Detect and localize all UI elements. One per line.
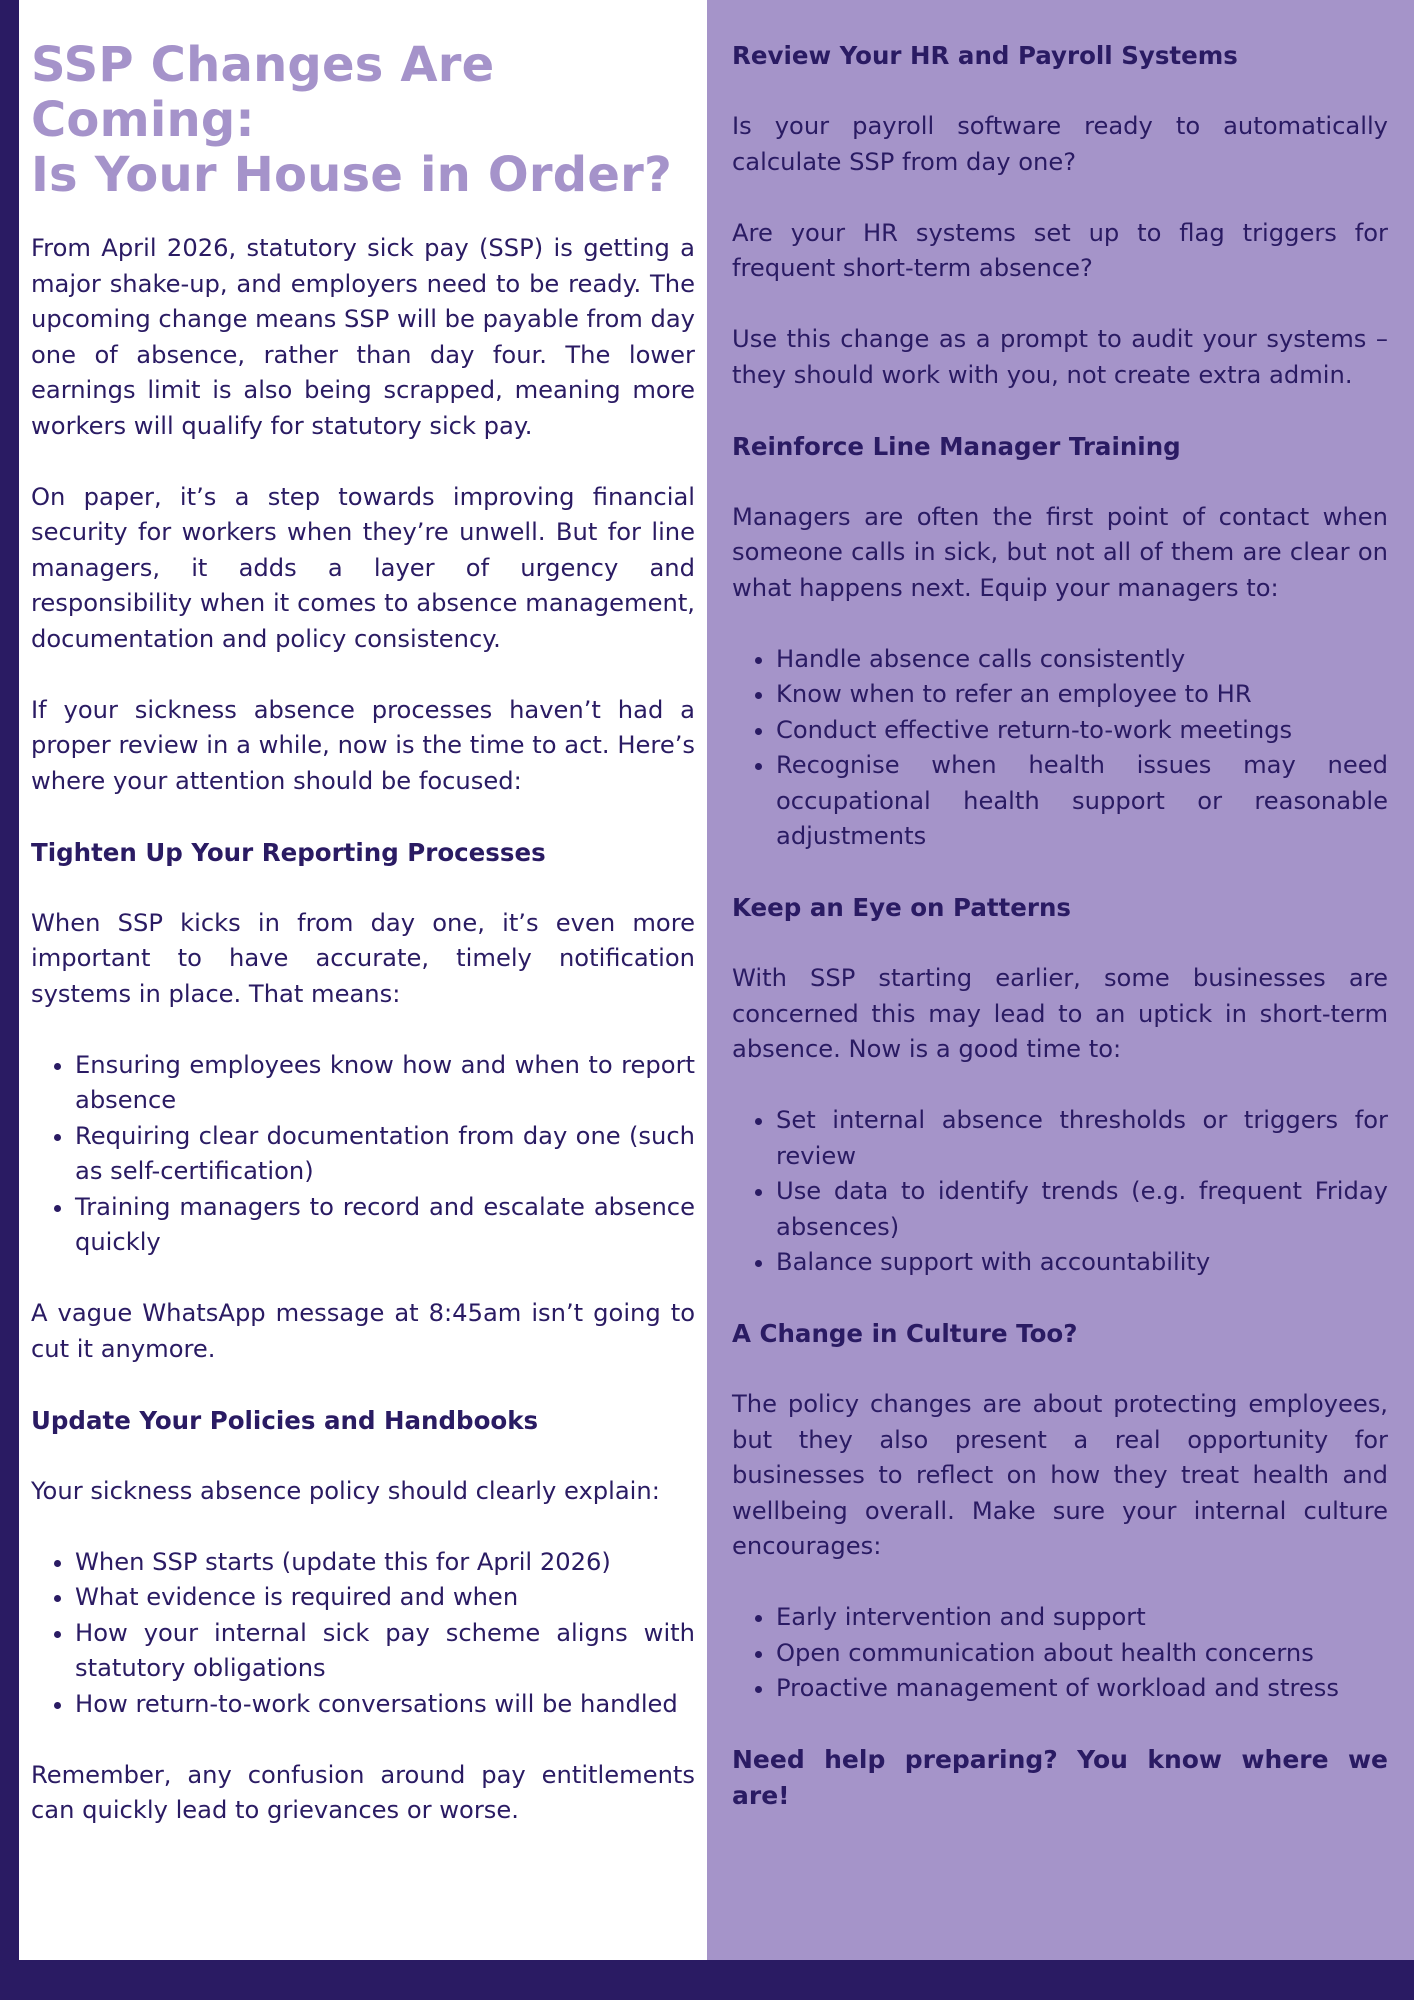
reporting-intro: When SSP kicks in from day one, it’s even more important to have accurate, timely notification systems in place. That means: [31, 908, 695, 1008]
training-list [732, 642, 1388, 855]
systems-paragraph-2: Are your HR systems set up to flag triggers for frequent short-term absence? [732, 218, 1388, 282]
list-item: • Handle absence calls consistently [776, 642, 1388, 678]
list-item: • Early intervention and support [776, 1600, 1388, 1636]
right-column [707, 0, 1414, 1960]
list-item: • When SSP starts (update this for April 2026) [75, 1545, 695, 1581]
reporting-outro: A vague WhatsApp message at 8:45am isn’t going to cut it anymore. [31, 1299, 695, 1363]
page-title [31, 38, 695, 203]
section-heading-training: Reinforce Line Manager Training [732, 431, 1181, 461]
patterns-intro: With SSP starting earlier, some businesses are concerned this may lead to an uptick in short-term absence. Now is a good time to: [732, 964, 1388, 1063]
list-item: • Set internal absence thresholds or triggers for review [776, 1103, 1388, 1174]
list-item: • Training managers to record and escalate absence quickly [75, 1190, 695, 1261]
policies-list [31, 1545, 695, 1723]
title-line-2: Is Your House in Order? [31, 147, 673, 203]
systems-paragraph-1: Is your payroll software ready to automatically calculate SSP from day one? [732, 112, 1388, 176]
list-item: • Ensuring employees know how and when to report absence [75, 1048, 695, 1119]
section-heading-culture: A Change in Culture Too? [732, 1319, 1078, 1348]
list-item: • Open communication about health concerns [776, 1636, 1388, 1672]
list-item: • Balance support with accountability [776, 1245, 1388, 1281]
list-item: • Use data to identify trends (e.g. frequent Friday absences) [776, 1174, 1388, 1245]
title-line-1: SSP Changes Are Coming: [31, 37, 495, 148]
intro-paragraph-3: If your sickness absence processes haven’t had a proper review in a while, now is the time to act. Here’s where your attention should be focused: [31, 695, 695, 795]
list-item: • How your internal sick pay scheme aligns with statutory obligations [75, 1616, 695, 1687]
list-item: • How return-to-work conversations will be handled [75, 1687, 695, 1723]
reporting-list [31, 1048, 695, 1261]
list-item: • Proactive management of workload and stress [776, 1671, 1388, 1707]
list-item: • Know when to refer an employee to HR [776, 677, 1388, 713]
left-column [19, 0, 707, 1960]
section-heading-systems: Review Your HR and Payroll Systems [732, 41, 1238, 70]
intro-paragraph-2: On paper, it’s a step towards improving financial security for workers when they’re unwell. But for line managers, it adds a layer of urgency and responsibility when it comes to absence management, documentation and policy consistency. [31, 482, 695, 653]
list-item: • Conduct effective return-to-work meetings [776, 713, 1388, 749]
patterns-list [732, 1103, 1388, 1281]
systems-paragraph-3: Use this change as a prompt to audit your systems – they should work with you, not create extra admin. [732, 325, 1388, 389]
policies-intro: Your sickness absence policy should clearly explain: [31, 1476, 660, 1505]
section-heading-reporting: Tighten Up Your Reporting Processes [31, 837, 546, 867]
article-page [19, 0, 1414, 1960]
list-item: • Recognise when health issues may need occupational health support or reasonable adjustments [776, 748, 1388, 855]
section-heading-patterns: Keep an Eye on Patterns [732, 893, 1071, 922]
list-item: • Requiring clear documentation from day one (such as self-certification) [75, 1119, 695, 1190]
section-heading-policies: Update Your Policies and Handbooks [31, 1405, 539, 1435]
intro-paragraph-1: From April 2026, statutory sick pay (SSP) is getting a major shake-up, and employers need to be ready. The upcoming change means SSP will be payable from day one of absence, rather than day four. The lower earnings limit is also being scrapped, meaning more workers will qualify for statutory sick pay. [31, 234, 695, 440]
training-intro: Managers are often the first point of contact when someone calls in sick, but not all of them are clear on what happens next. Equip your managers to: [732, 502, 1388, 602]
culture-intro: The policy changes are about protecting employees, but they also present a real opportunity for businesses to reflect on how they treat health and wellbeing overall. Make sure your internal culture encourages: [732, 1390, 1388, 1560]
policies-outro: Remember, any confusion around pay entitlements can quickly lead to grievances or worse. [31, 1760, 695, 1824]
culture-list [732, 1600, 1388, 1707]
list-item: • What evidence is required and when [75, 1580, 695, 1616]
closing-line: Need help preparing? You know where we are! [732, 1745, 1388, 1810]
